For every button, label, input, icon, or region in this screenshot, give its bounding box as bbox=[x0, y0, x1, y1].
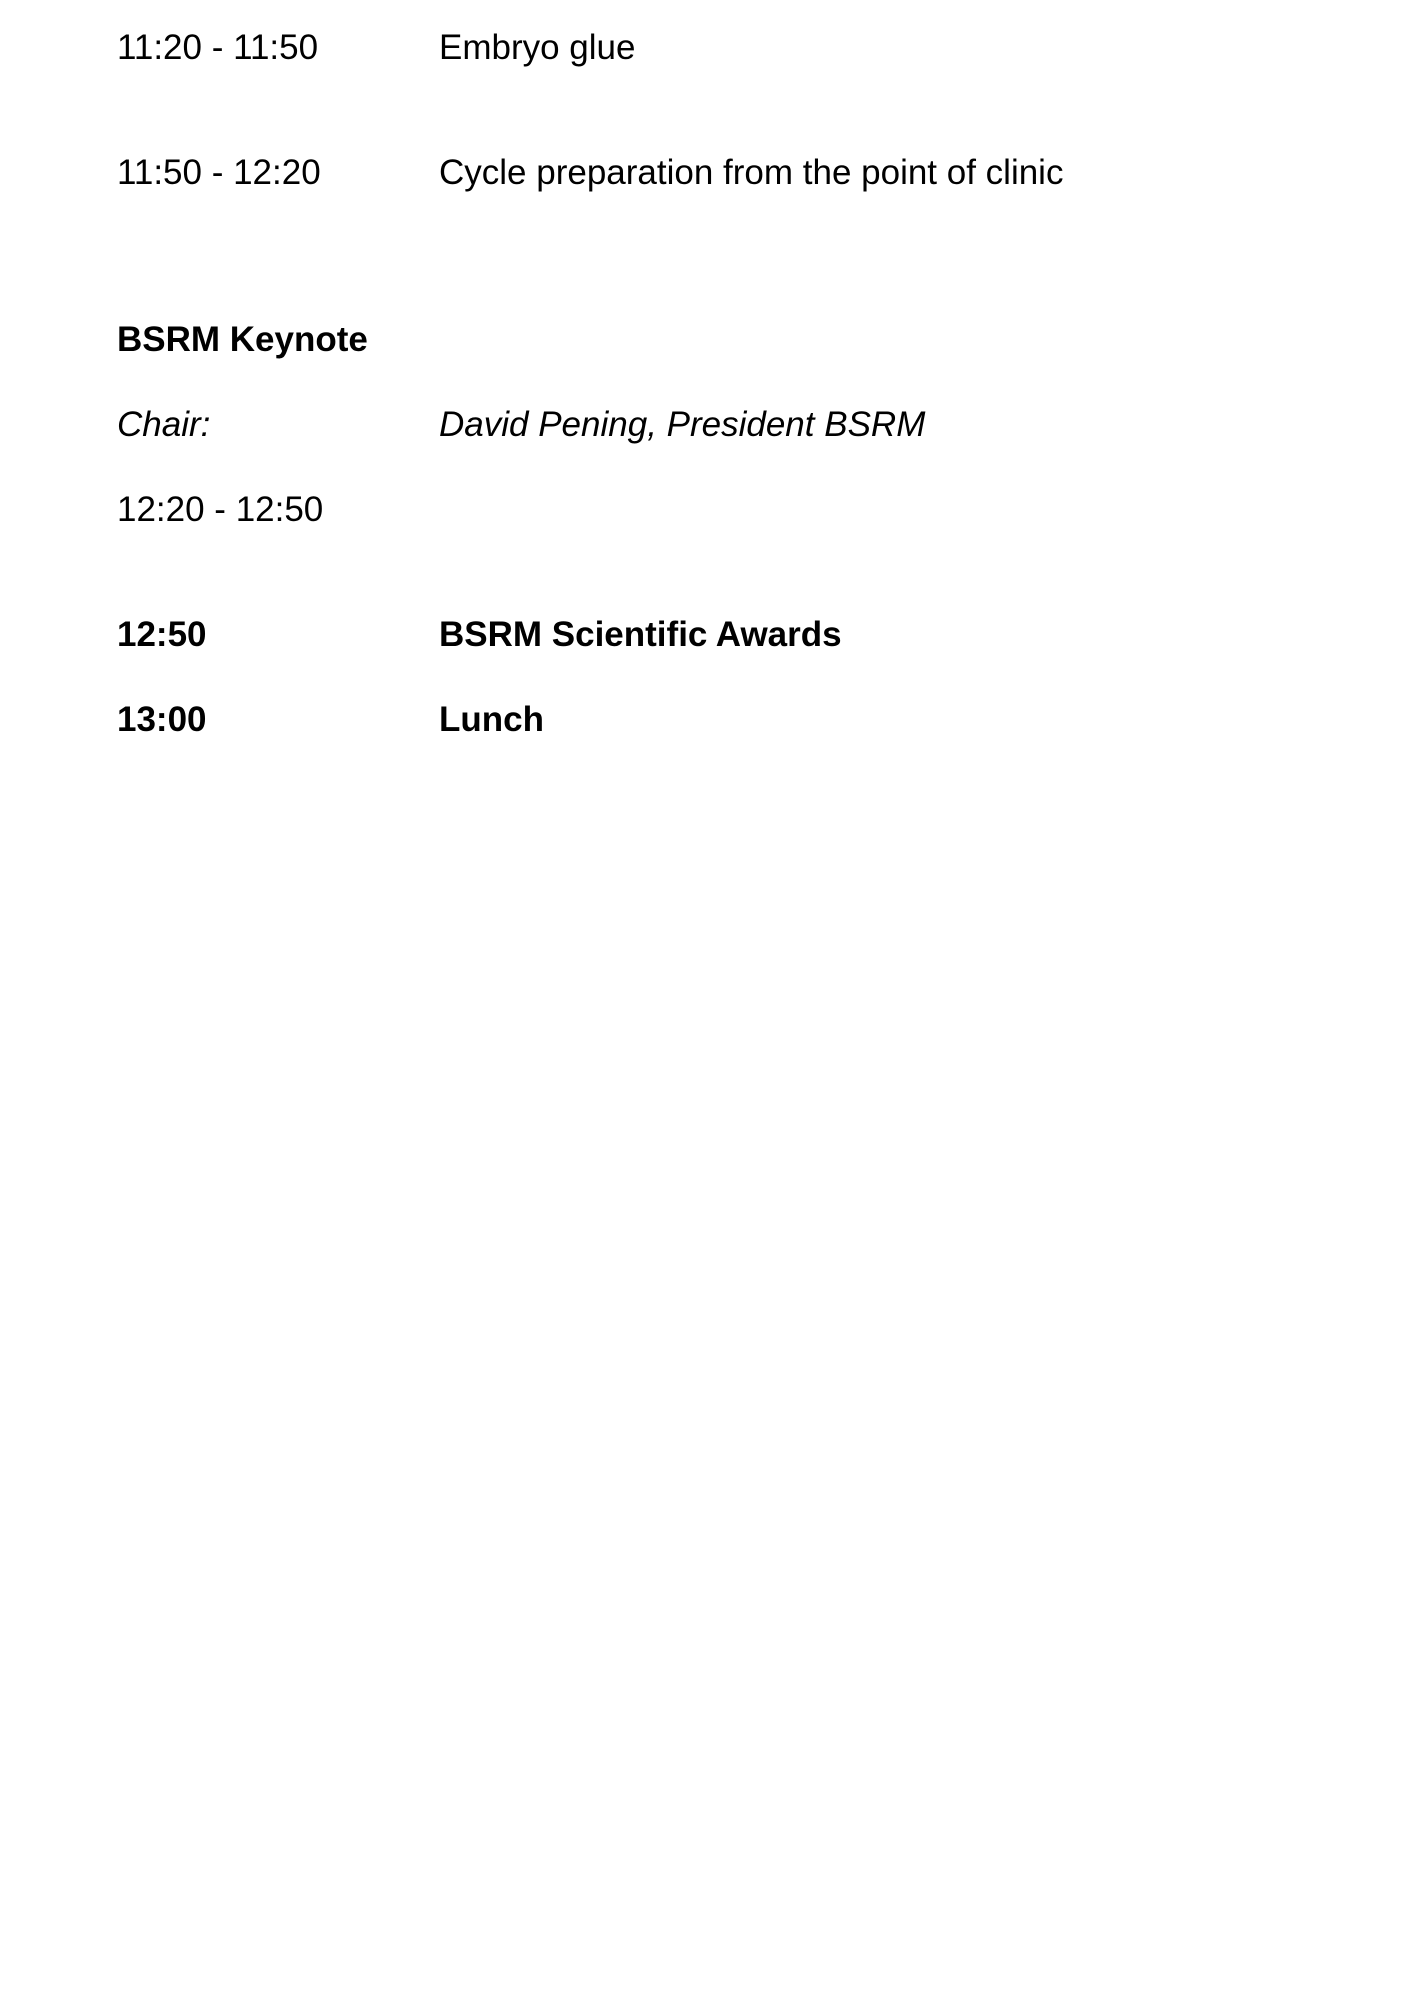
session-title: Cycle preparation from the point of clinic bbox=[439, 153, 1064, 192]
lunch-time: 13:00 bbox=[117, 700, 207, 739]
session-time: 11:20 - 11:50 bbox=[117, 28, 319, 67]
session-time: 11:50 - 12:20 bbox=[117, 153, 321, 192]
chair-label: Chair: bbox=[117, 405, 211, 444]
awards-time: 12:50 bbox=[117, 615, 207, 654]
chair-name: David Pening, President BSRM bbox=[439, 405, 926, 444]
keynote-time: 12:20 - 12:50 bbox=[117, 490, 324, 529]
awards-title: BSRM Scientific Awards bbox=[439, 615, 842, 654]
keynote-heading: BSRM Keynote bbox=[117, 320, 368, 359]
session-title: Embryo glue bbox=[439, 28, 636, 67]
lunch-title: Lunch bbox=[439, 700, 544, 739]
